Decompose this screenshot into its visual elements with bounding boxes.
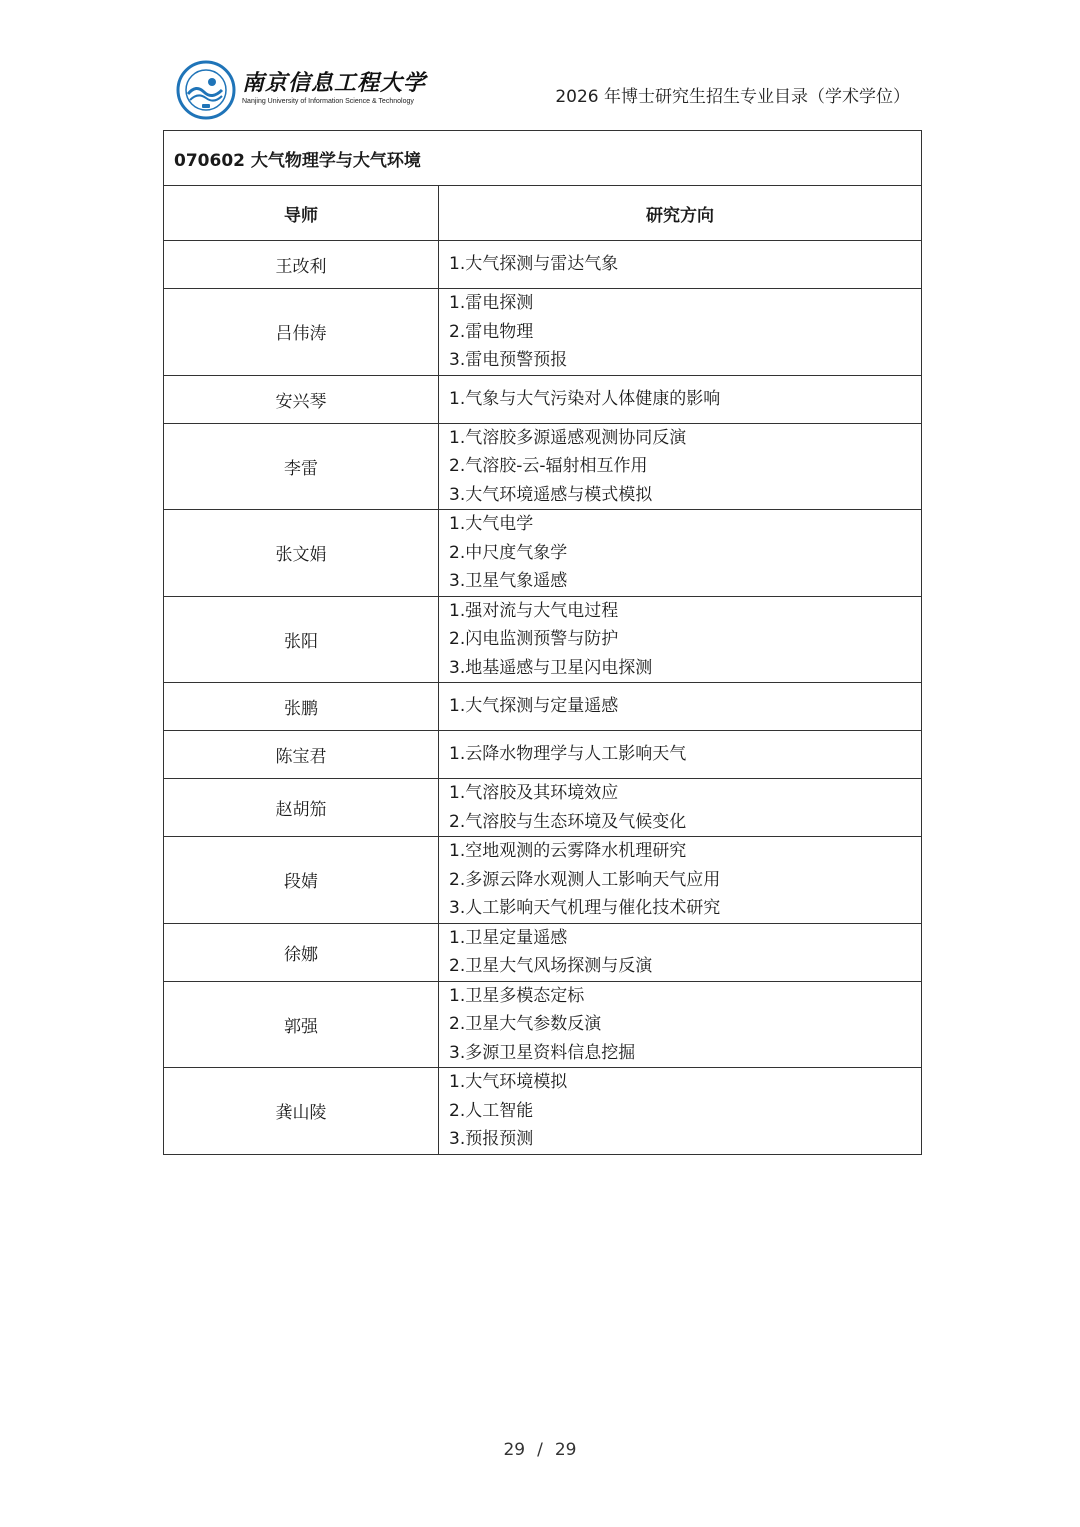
table-row [164,375,922,423]
logo-chinese-name: 南京信息工程大学 [242,70,427,96]
direction-item: 1.大气探测与雷达气象 [449,254,619,275]
page-footer [0,1440,1080,1460]
direction-item: 1.强对流与大气电过程 [449,600,619,621]
advisor-name: 赵胡笳 [164,779,439,837]
direction-item: 1.气溶胶及其环境效应 [449,783,619,803]
direction-item: 2.多源云降水观测人工影响天气应用 [449,869,721,890]
table-row [164,837,922,924]
research-directions [439,241,922,289]
direction-item: 2.中尺度气象学 [449,542,568,563]
advisor-name: 王改利 [164,241,439,289]
research-directions [439,923,922,981]
university-emblem-icon [176,60,236,120]
advisor-name: 安兴琴 [164,375,439,423]
catalog-table-container [163,130,922,1155]
advisor-name: 龚山陵 [164,1068,439,1155]
table-row [164,1068,922,1155]
direction-item: 1.卫星定量遥感 [449,927,568,948]
advisor-name: 张文娟 [164,510,439,597]
column-header-advisor: 导师 [164,186,439,241]
direction-item: 3.雷电预警预报 [449,350,568,370]
direction-item: 2.气溶胶与生态环境及气候变化 [449,811,687,832]
direction-item: 3.卫星气象遥感 [449,571,568,591]
research-directions [439,510,922,597]
direction-item: 1.大气电学 [449,514,534,534]
university-logo [176,60,427,122]
direction-item: 1.卫星多模态定标 [449,985,585,1006]
direction-item: 1.雷电探测 [449,293,534,313]
direction-item: 1.云降水物理学与人工影响天气 [449,744,687,765]
research-directions [439,1068,922,1155]
advisor-name: 张阳 [164,596,439,683]
research-directions [439,375,922,423]
research-directions [439,779,922,837]
advisor-name: 徐娜 [164,923,439,981]
page-separator: / [537,1440,543,1460]
advisor-name: 陈宝君 [164,731,439,779]
table-row [164,423,922,510]
direction-item: 1.气象与大气污染对人体健康的影响 [449,388,721,409]
research-directions [439,731,922,779]
advisor-name: 郭强 [164,981,439,1068]
advisor-name: 吕伟涛 [164,289,439,376]
major-row [164,131,922,186]
major-title: 070602 大气物理学与大气环境 [164,131,922,186]
direction-item: 2.人工智能 [449,1100,534,1121]
direction-item: 2.卫星大气参数反演 [449,1014,602,1034]
page-header [0,0,1080,125]
advisor-name: 段婧 [164,837,439,924]
page-number: 29 [503,1440,526,1460]
catalog-table [163,130,922,1155]
direction-item: 3.大气环境遥感与模式模拟 [449,484,653,505]
research-directions [439,837,922,924]
research-directions [439,289,922,376]
header-row [164,186,922,241]
table-row [164,510,922,597]
table-row [164,289,922,376]
direction-item: 2.闪电监测预警与防护 [449,629,619,649]
direction-item: 3.人工影响天气机理与催化技术研究 [449,898,721,918]
table-row [164,731,922,779]
page-total: 29 [554,1440,577,1460]
table-row [164,923,922,981]
advisor-name: 张鹏 [164,683,439,731]
direction-item: 2.气溶胶-云-辐射相互作用 [449,456,648,476]
table-row [164,779,922,837]
direction-item: 2.雷电物理 [449,321,534,342]
document-title: 2026 年博士研究生招生专业目录（学术学位） [555,87,910,107]
logo-english-name: Nanjing University of Information Science & Technology [242,98,414,105]
direction-item: 1.大气探测与定量遥感 [449,696,619,717]
research-directions [439,981,922,1068]
research-directions [439,596,922,683]
research-directions [439,683,922,731]
table-row [164,981,922,1068]
direction-item: 2.卫星大气风场探测与反演 [449,956,653,976]
direction-item: 3.多源卫星资料信息挖掘 [449,1042,636,1063]
direction-item: 3.预报预测 [449,1129,534,1149]
direction-item: 1.气溶胶多源遥感观测协同反演 [449,427,687,448]
table-row [164,241,922,289]
table-row [164,596,922,683]
advisor-name: 李雷 [164,423,439,510]
column-header-direction: 研究方向 [439,186,922,241]
research-directions [439,423,922,510]
table-row [164,683,922,731]
direction-item: 1.空地观测的云雾降水机理研究 [449,841,687,861]
direction-item: 1.大气环境模拟 [449,1072,568,1092]
direction-item: 3.地基遥感与卫星闪电探测 [449,657,653,678]
